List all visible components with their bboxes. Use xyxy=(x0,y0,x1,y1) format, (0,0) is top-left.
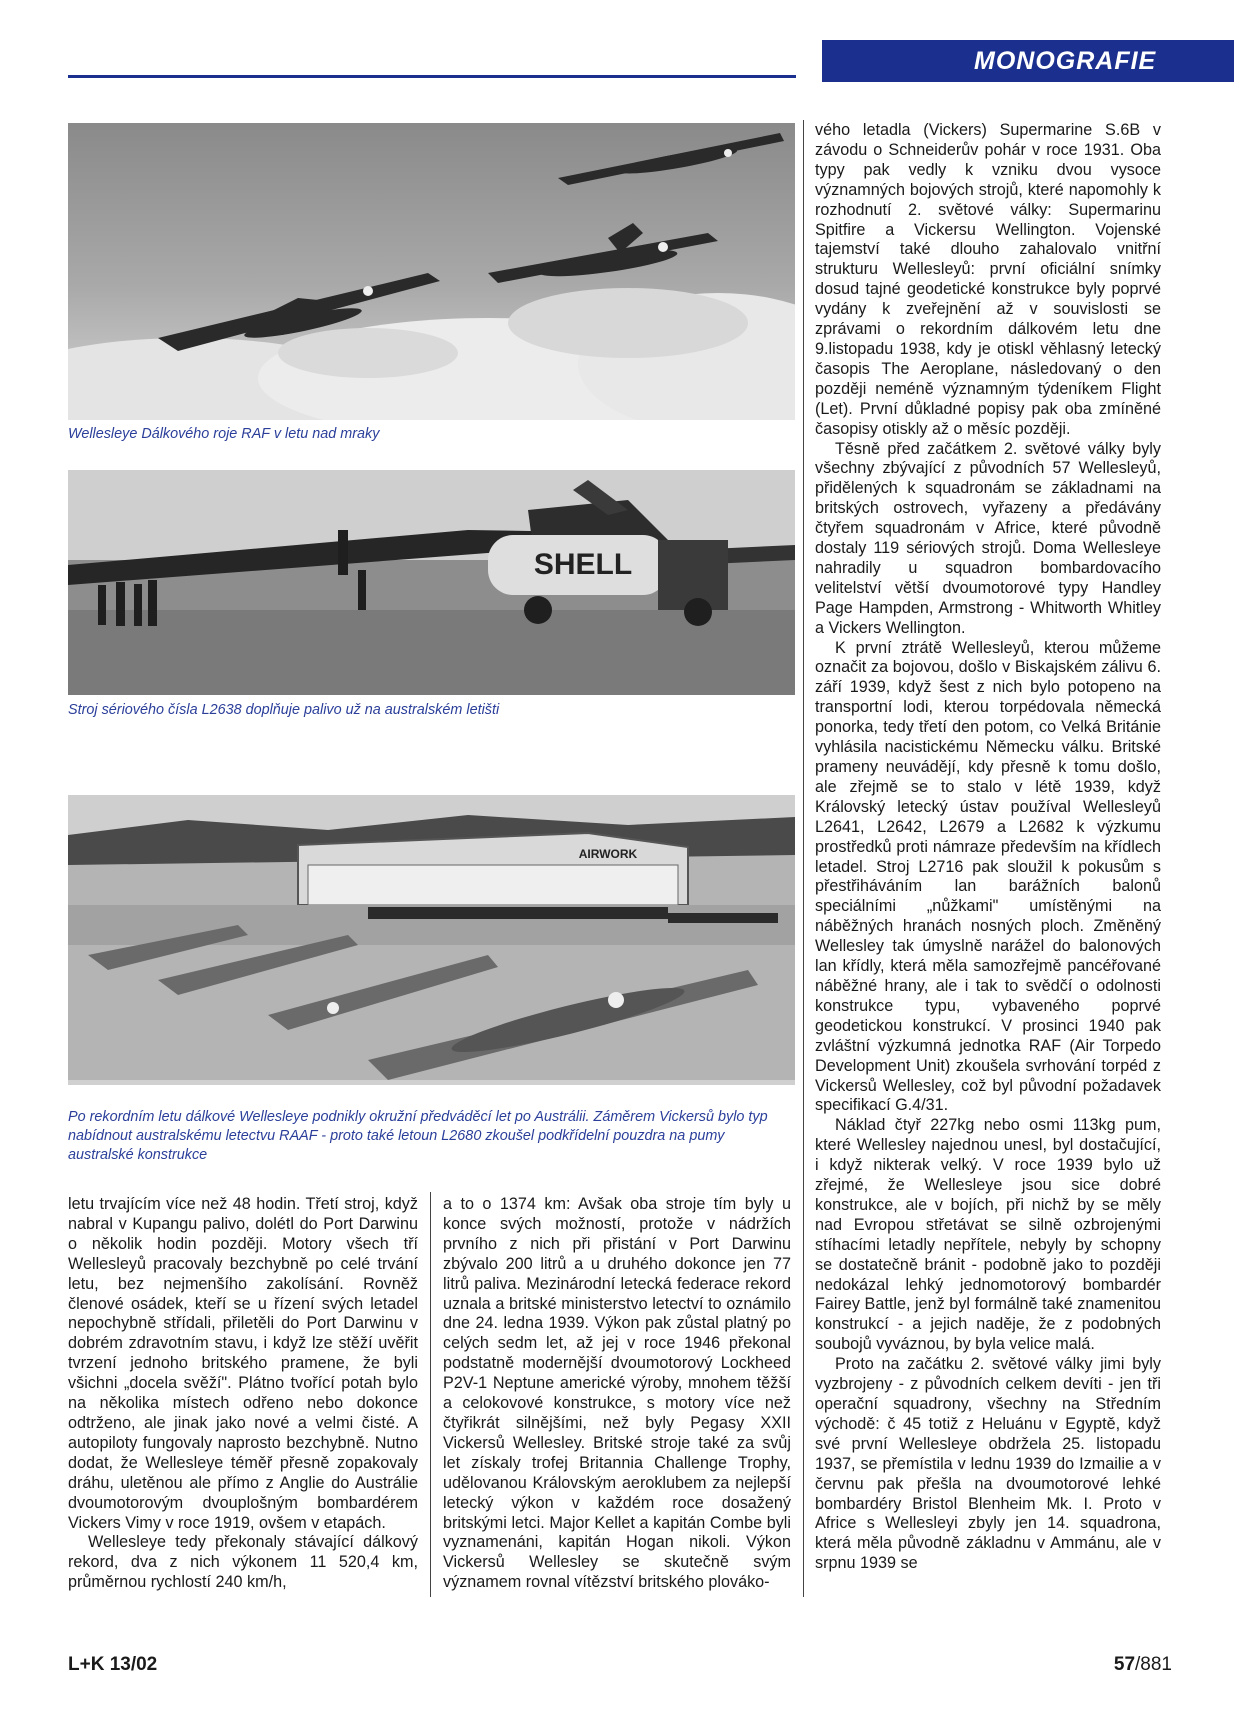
right-paragraph-5: Proto na začátku 2. světové války jimi byly vyzbrojeny - z původních celkem devíti - jen tři operační squadrony, všechny na Středním východě: č 45 totiž z Heluánu v Egyptě, když své první Wellesleye obdržela 25. listopadu 1937, se přemístila v lednu 1939 do Izmailie a v červnu pak přešla na dvoumotorové lehké bombardéry Bristol Blenheim Mk. I. Proto v Africe s Wellesleyi zbyly jen 14. squadrona, která měla původně základnu v Ammánu, ale v srpnu 1939 se xyxy=(815,1355,1161,1573)
page-number: 57 xyxy=(1113,1654,1136,1675)
header-rule xyxy=(68,75,796,78)
hangar-airwork-sign: AIRWORK xyxy=(578,847,638,861)
middle-paragraph-1: a to o 1374 km: Avšak oba stroje tím byly u konce svých možností, protože v nádržích prvního z nich při přistání v Port Darwinu zbývalo 200 litrů a u druhého dokonce jen 77 litrů paliva. Mezinárodní letecká federace rekord uznala a britské ministerstvo letectví to oznámilo dne 24. ledna 1939. Výkon pak zůstal platný po celých sedm let, až jej v roce 1946 překonal podstatně modernější dvoumotorový Lockheed P2V-1 Neptune americké výroby, mnohem těžší a celokovové konstrukce, s motory více než čtyřikrát silnějšími, než byly Pegasy XXII Vickersů Wellesley. Britské stroje také za svůj let získaly trofej Britannia Challenge Trophy, udělovanou Královským aeroklubem za nejlepší letecký výkon v každém roce dosažený britskými letci. Major Kellet a kapitán Combe byli vyznamenáni, kapitán Hogan nikoli. Výkon Vickersů Wellesley se skutečně svým významem rovnal vítězství britského plováko- xyxy=(443,1195,791,1592)
page-total: /881 xyxy=(1135,1654,1172,1675)
photo-wellesleys-over-clouds-image xyxy=(68,123,795,420)
body-column-left xyxy=(68,1195,418,1593)
photo-australian-airfield xyxy=(68,795,795,1085)
right-paragraph-4: Náklad čtyř 227kg nebo osmi 113kg pum, které Wellesley najednou unesl, byl dostačující, i když nikterak velký. V roce 1939 bylo už zřejmé, že Wellesleye jsou sice dobré konstrukce, ale v bojích, při nichž by se měly nad Evropou střetávat se silně ozbrojenými stíhacími letadly nepřítele, nebyly by schopny se dostatečně bránit - podobně jako to později nedokázal lehký jednomotorový bombardér Fairey Battle, jenž byl formálně také znamenitou konstrukcí - a jejich naděje, že z podobných soubojů vyváznou, by byla velice malá. xyxy=(815,1116,1161,1354)
section-header-tab: MONOGRAFIE xyxy=(822,40,1234,82)
body-column-middle xyxy=(443,1195,791,1593)
right-paragraph-3: K první ztrátě Wellesleyů, kterou můžeme označit za bojovou, došlo v Biskajském zálivu 6. září 1939, když šest z nich bylo potopeno na transportní lodi, kterou torpédovala německá ponorka, tedy třetí den potom, co Velká Británie vyhlásila nacistickému Německu válku. Britské prameny neuvádějí, kdy přesně k tomu došlo, ale zřejmě se to stalo v létě 1939, když Královský letecký ústav používal Wellesleyů L2641, L2642, L2679 a L2682 k výzkumu prostředků proti námraze především na křídlech letadel. Stroj L2716 pak sloužil k pokusům s přestřiháváním lan barážních balonů speciálními „nůžkami" umístěnými na náběžných hranách nosných ploch. Změněný Wellesley tak úmyslně narážel do balonových lan křídly, která měla samozřejmě pancéřované náběžné hrany, ale i tak to svědčí o odolnosti konstrukce typu, vybaveného poprvé geodetickou konstrukcí. V prosinci 1940 pak zvláštní výzkumná jednotka RAF (Air Torpedo Development Unit) zkoušela svrhování torpéd z Vickersů Wellesley, což byl původní požadavek specifikací G.4/31. xyxy=(815,638,1161,1115)
column-divider-1 xyxy=(430,1192,431,1597)
left-paragraph-2: Wellesleye tedy překonaly stávající dálkový rekord, dva z nich výkonem 11 520,4 km, průměrnou rychlostí 240 km/h, xyxy=(68,1533,418,1592)
photo-caption-3: Po rekordním letu dálkové Wellesleye podnikly okružní předváděcí let po Austrálii. Záměrem Vickersů bylo typ nabídnout australskému letectvu RAAF - proto také letoun L2680 zkoušel podkřídelní pouzdra na pumy australské konstrukce xyxy=(68,1109,768,1163)
photo-australian-airfield-image xyxy=(68,795,795,1085)
photo-caption-1: Wellesleye Dálkového roje RAF v letu nad mraky xyxy=(68,426,380,442)
footer-page-number xyxy=(1114,1654,1172,1676)
photo-caption-2: Stroj sériového čísla L2638 doplňuje palivo už na australském letišti xyxy=(68,702,500,718)
right-paragraph-2: Těsně před začátkem 2. světové války byly všechny zbývající z původních 57 Wellesleyů, přidělených k squadronám se základnami na britských ostrovech, vyřazeny a předávány čtyřem squadronám v Africe, které původně dostaly 119 sériových strojů. Doma Wellesleye nahradily u squadron bombardovacího velitelství větší dvoumotorové typy Handley Page Hampden, Armstrong - Whitworth Whitley a Vickers Wellington. xyxy=(815,439,1161,637)
column-divider-2 xyxy=(803,120,804,1597)
right-paragraph-1: vého letadla (Vickers) Supermarine S.6B v závodu o Schneiderův pohár v roce 1931. Oba typy pak vedly k vzniku dvou vysoce významných bojových strojů, které napomohly k rozhodnutí 2. světové války: Supermarinu Spitfire a Vickersu Wellington. Vojenské tajemství také dlouho zahalovalo vnitřní strukturu Wellesleyů: první oficiální snímky dosud tajné geodetické konstrukce byly poprvé vydány k zveřejnění až v souvislosti se zprávami o rekordním dálkovém letu dne 9.listopadu 1938, kdy je otiskl věhlasný letecký časopis The Aeroplane, následovaný o den později neméně významným týdeníkem Flight (Let). První důkladné popisy pak oba zmíněné časopisy otiskly až o měsíc později. xyxy=(815,121,1161,438)
hangar-building xyxy=(298,833,688,905)
photo-refuelling-l2638-image xyxy=(68,470,795,695)
left-paragraph-1: letu trvajícím více než 48 hodin. Třetí stroj, když nabral v Kupangu palivo, dolétl do Port Darwinu o několik hodin později. Motory všech tří Wellesleyů pracovaly bezchybně po celé trvání letu, bez nejmenšího zakolísání. Rovněž členové osádek, kteří se u řízení svých letadel nepochybně střídali, přiletěli do Port Darwinu v dobrém zdravotním stavu, i když lze stěží uvěřit tvrzení jednoho britského pramene, že byli všichni „docela svěží". Plátno tvořící potah bylo na několika místech odřeno nebo dokonce odtrženo, ale jinak jako nové a velmi čisté. A autopiloty fungovaly naprosto bezchybně. Nutno dodat, že Wellesleye téměř přesně zopakovaly dráhu, uletěnou ale přímo z Anglie do Austrálie dvoumotorovým dvouplošným bombardérem Vickers Vimy v roce 1919, ovšem v etapách. xyxy=(68,1195,418,1532)
photo-wellesleys-over-clouds xyxy=(68,123,795,420)
tanker-shell-sign: SHELL xyxy=(533,548,633,581)
body-column-right xyxy=(815,121,1161,1574)
photo-refuelling-l2638 xyxy=(68,470,795,695)
footer-issue: L+K 13/02 xyxy=(68,1654,158,1675)
